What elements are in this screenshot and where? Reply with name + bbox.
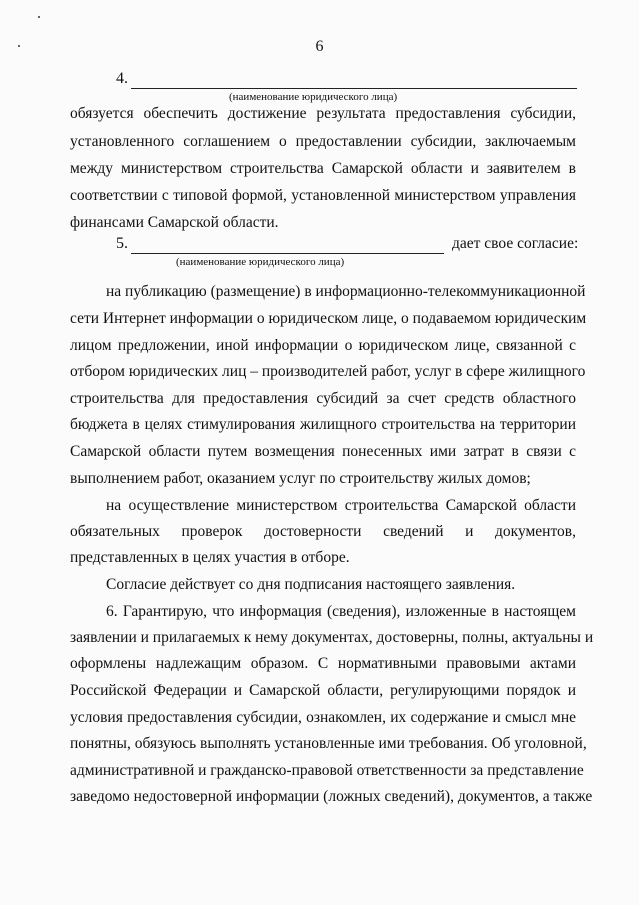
item-5-blank-line <box>131 253 444 254</box>
item-5-caption: (наименование юридического лица) <box>176 256 345 268</box>
consent-validity-line: Согласие действует со дня подписания настоящего заявления. <box>106 576 516 593</box>
item-6-text-line: 6. Гарантирую, что информация (сведения), изложенные в настоящем <box>106 603 576 620</box>
consent-text-line: отбором юридических лиц – производителей работ, услуг в сфере жилищного <box>70 363 586 380</box>
item-4-caption: (наименование юридического лица) <box>229 91 398 103</box>
item-5-number: 5. <box>116 235 128 252</box>
item-6-text-line: понятны, обязуюсь выполнять установленные ими требования. Об уголовной, <box>70 735 587 752</box>
item-4-blank-line <box>131 88 577 89</box>
item-6-text-line: оформлены надлежащим образом. С нормативными правовыми актами <box>70 655 576 672</box>
scan-speck <box>38 16 40 18</box>
item-4-number: 4. <box>116 70 128 87</box>
consent-text-line: сети Интернет информации о юридическом лице, о подаваемом юридическим <box>70 310 587 327</box>
consent-text-line: Самарской области путем возмещения понесенных ими затрат в связи с <box>70 443 576 460</box>
item-4-text-line: установленного соглашением о предоставлении субсидии, заключаемым <box>70 133 576 150</box>
consent-text-line: строительства для предоставления субсидий за счет средств областного <box>70 390 576 407</box>
item-6-text-line: условия предоставления субсидии, ознакомлен, их содержание и смысл мне <box>70 709 576 726</box>
consent-check-line: представленных в целях участия в отборе. <box>70 549 350 566</box>
consent-text-line: лицом предложении, иной информации о юридическом лице, связанной с <box>70 337 576 354</box>
item-6-text-line: заведомо недостоверной информации (ложных сведений), документов, а также <box>70 788 593 805</box>
consent-text-line: выполнением работ, оказанием услуг по строительству жилых домов; <box>70 470 531 487</box>
consent-check-line: на осуществление министерством строительства Самарской области <box>106 497 576 514</box>
consent-text-line: на публикацию (размещение) в информационно-телекоммуникационной <box>106 283 586 300</box>
item-6-text-line: административной и гражданско-правовой ответственности за представление <box>70 762 584 779</box>
consent-check-line: обязательных проверок достоверности сведений и документов, <box>70 523 576 540</box>
page-number: 6 <box>315 38 324 55</box>
item-6-text-line: заявлении и прилагаемых к нему документах, достоверны, полны, актуальны и <box>70 629 594 646</box>
item-4-text-line: соответствии с типовой формой, установленной министерством управления <box>70 187 576 204</box>
item-5-trailing-text: дает свое согласие: <box>452 235 579 252</box>
item-6-text-line: Российской Федерации и Самарской области, регулирующими порядок и <box>70 682 576 699</box>
item-4-text-line: между министерством строительства Самарской области и заявителем в <box>70 160 576 177</box>
item-4-text-line: обязуется обеспечить достижение результата предоставления субсидии, <box>70 105 576 122</box>
consent-text-line: бюджета в целях стимулирования жилищного строительства на территории <box>70 416 576 433</box>
item-4-text-line: финансами Самарской области. <box>70 214 279 231</box>
